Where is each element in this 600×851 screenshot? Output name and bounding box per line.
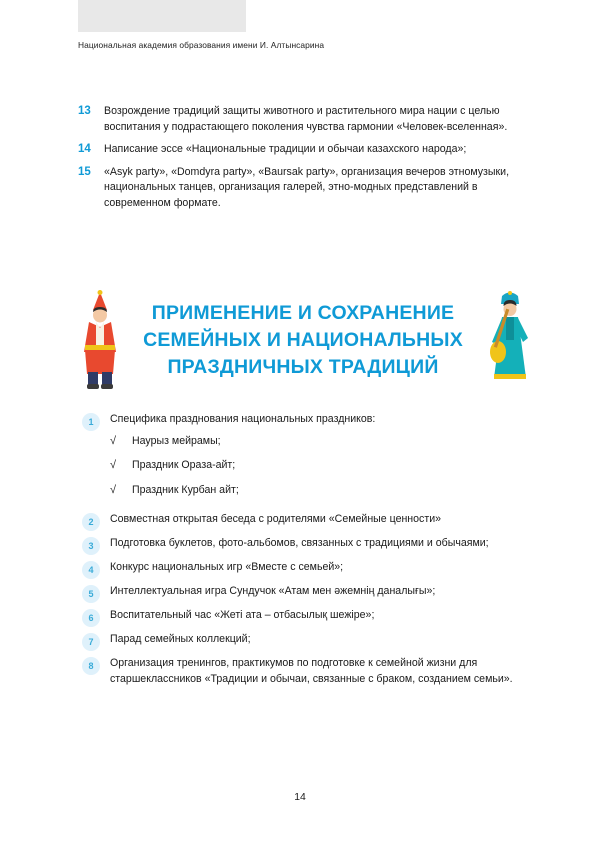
list-item-text: Написание эссе «Национальные традиции и обычаи казахского народа»; — [104, 143, 467, 155]
list-item-number: 14 — [78, 143, 91, 155]
list-item — [82, 412, 532, 507]
list-item-number-badge: 7 — [82, 633, 100, 651]
list-item-body — [110, 412, 532, 507]
list-item — [78, 165, 530, 212]
list-item-number-badge: 2 — [82, 513, 100, 531]
activity-list — [82, 412, 532, 693]
sub-list — [110, 434, 532, 499]
list-item-text: Совместная открытая беседа с родителями «Семейные ценности» — [110, 513, 442, 526]
check-icon: √ — [110, 483, 117, 496]
list-item — [78, 104, 530, 135]
sub-list-item-text: Наурыз мейрамы; — [132, 434, 221, 447]
list-item-text: Конкурс национальных игр «Вместе с семьей»; — [110, 561, 344, 574]
list-item-number-badge: 6 — [82, 609, 100, 627]
list-item-number: 13 — [78, 105, 91, 117]
list-item-text: Парад семейных коллекций; — [110, 633, 251, 646]
list-item — [82, 560, 532, 579]
list-item — [82, 584, 532, 603]
list-item-text: «Asyk party», «Domdyra party», «Baursak party», организация вечеров этномузыки, национальных танцев, организация галерей, этно-модных представлений в современном формате. — [104, 165, 510, 209]
list-item-text: Возрождение традиций защиты животного и растительного мира нации с целью воспитания у подрастающего поколения чувства гармонии «Человек-вселенная». — [104, 105, 508, 133]
sub-list-item-text: Праздник Ораза-айт; — [132, 459, 236, 472]
list-item-number-badge: 1 — [82, 413, 100, 431]
kazakh-woman-dombra-illustration — [478, 290, 540, 390]
sub-list-item — [110, 434, 532, 450]
list-item-text: Интеллектуальная игра Сундучок «Атам мен әжемнің даналығы»; — [110, 585, 436, 598]
page-number: 14 — [294, 792, 306, 803]
list-item-number-badge: 8 — [82, 657, 100, 675]
list-item-number-badge: 5 — [82, 585, 100, 603]
list-item — [82, 608, 532, 627]
list-item-number-badge: 4 — [82, 561, 100, 579]
sub-list-item — [110, 458, 532, 474]
numbered-continuation-list — [78, 104, 530, 218]
list-item — [78, 142, 530, 158]
list-item-text: Специфика празднования национальных праздников: — [110, 413, 376, 425]
list-item — [82, 512, 532, 531]
check-icon: √ — [110, 459, 117, 472]
list-item-text: Подготовка буклетов, фото-альбомов, связанных с традициями и обычаями; — [110, 537, 489, 550]
check-icon: √ — [110, 434, 117, 447]
sub-list-item — [110, 483, 532, 499]
list-item-number-badge: 3 — [82, 537, 100, 555]
list-item — [82, 536, 532, 555]
list-item — [82, 656, 532, 687]
running-head: Национальная академия образования имени И. Алтынсарина — [78, 40, 325, 50]
list-item — [82, 632, 532, 651]
list-item-number: 15 — [78, 165, 91, 178]
sub-list-item-text: Праздник Курбан айт; — [132, 483, 239, 496]
section-heading-block — [0, 290, 600, 395]
page-title: ПРИМЕНЕНИЕ И СОХРАНЕНИЕ СЕМЕЙНЫХ И НАЦИОНАЛЬНЫХ ПРАЗДНИЧНЫХ ТРАДИЦИЙ — [143, 302, 463, 378]
header-gray-band — [78, 0, 246, 32]
list-item-text: Воспитательный час «Жеті ата – отбасылық шежіре»; — [110, 609, 375, 622]
list-item-text: Организация тренингов, практикумов по подготовке к семейной жизни для старшеклассников «Традиции и обычаи, связанные с браком, созданием семьи». — [110, 657, 513, 685]
